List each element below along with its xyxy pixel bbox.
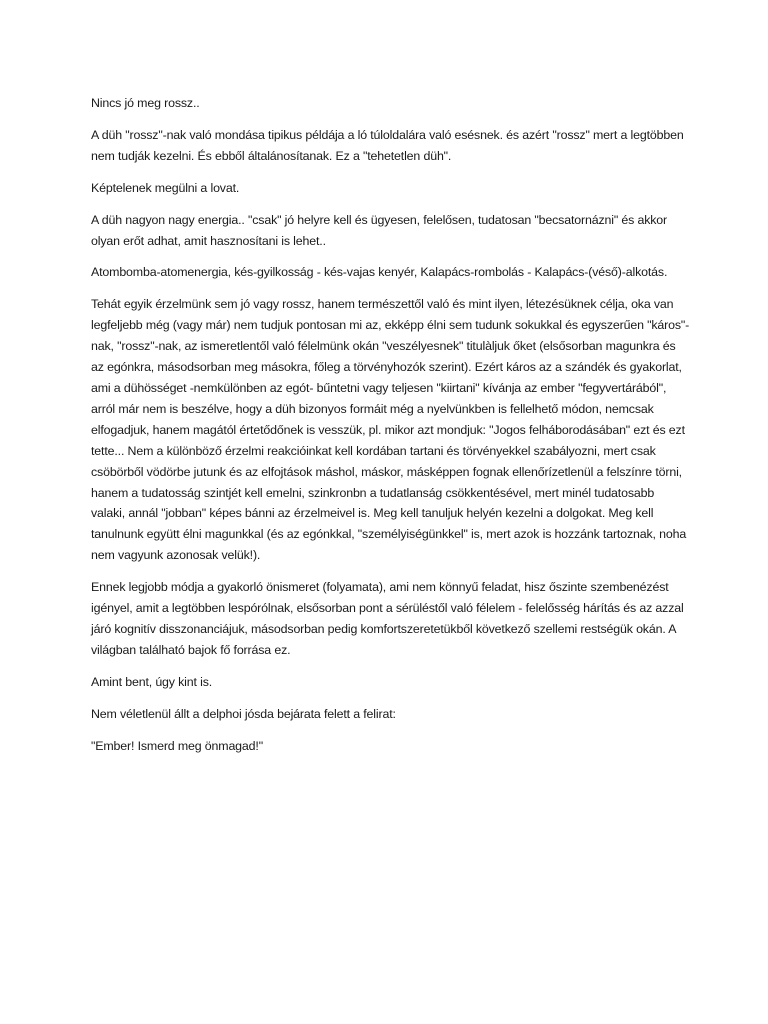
paragraph: "Ember! Ismerd meg önmagad!" — [91, 738, 263, 753]
paragraph: Amint bent, úgy kint is. — [91, 674, 213, 689]
paragraph: Ennek legjobb módja a gyakorló önismeret (folyamata), ami nem könnyű feladat, hisz őszinte szembenézést igényel, amit a legtöbben lespórólnak, elsősorban pont a sérüléstől való félelem - felelősség hárítás és az azzal járó kognitív disszonanciájuk, másodsorban pedig komfortszeretetükből következő szellemi restségük okán. A világban található bajok fő forrása ez. — [91, 580, 684, 657]
paragraph: Tehát egyik érzelmünk sem jó vagy rossz, hanem természettől való és mint ilyen, létezésüknek célja, oka van legfeljebb még (vagy már) nem tudjuk pontosan mi az, ekképp élni sem tudunk sokukkal és egyszerűen "káros"-nak, "rossz"-nak, az ismeretlentől való félelmünk okán "veszélyesnek" titulàljuk őket (elsősorban magunkra és az egónkra, másodsorban meg másokra, főleg a törvényhozók szerint). Ezért káros az a szándék és gyakorlat, ami a dühösséget -nemkülönben az egót- bűntetni vagy teljesen "kiirtani" kívánja az ember "fegyvertárából", arról már nem is beszélve, hogy a düh bizonyos formáit még a nyelvünkben is fellelhető módon, nemcsak elfogadjuk, hanem magától értetődőnek is vesszük, pl. mikor azt mondjuk: "Jogos felháborodásában" ezt és ezt tette... Nem a különböző érzelmi reakcióinkat kell kordában tartani és törvényekkel szabályozni, mert csak csöbörből vödörbe jutunk és az elfojtások máshol, máskor, másképpen fognak ellenőrízetlenül a felszínre törni, hanem a tudatosság szintjét kell emelni, szinkronbn a tudatlanság csökkentésével, mert minél tudatosabb valaki, annál "jobban" képes bánni az érzelmeivel is. Meg kell tanuljuk helyén kezelni a dolgokat. Meg kell tanulnunk együtt élni magunkkal (és az egónkkal, "személyiségünkkel" is, mert azok is hozzánk tartoznak, noha nem vagyunk azonosak velük!). — [91, 297, 690, 563]
paragraph: A düh "rossz"-nak való mondása tipikus példája a ló túloldalára való esésnek. és azért "rossz" mert a legtöbben nem tudják kezelni. És ebből általánosítanak. Ez a "tehetetlen düh". — [91, 127, 684, 163]
paragraph: Nincs jó meg rossz.. — [91, 96, 200, 110]
paragraph: Képtelenek megülni a lovat. — [91, 180, 240, 195]
paragraph: A düh nagyon nagy energia.. "csak" jó helyre kell és ügyesen, felelősen, tudatosan "becsatornázni" és akkor olyan erőt adhat, amit hasznosítani is lehet.. — [91, 212, 668, 248]
paragraph: Nem véletlenül állt a delphoi jósda bejárata felett a felirat: — [91, 706, 396, 721]
paragraph: Atombomba-atomenergia, kés-gyilkosság - kés-vajas kenyér, Kalapács-rombolás - Kalapács-(véső)-alkotás. — [91, 265, 668, 280]
document-body — [91, 93, 691, 767]
